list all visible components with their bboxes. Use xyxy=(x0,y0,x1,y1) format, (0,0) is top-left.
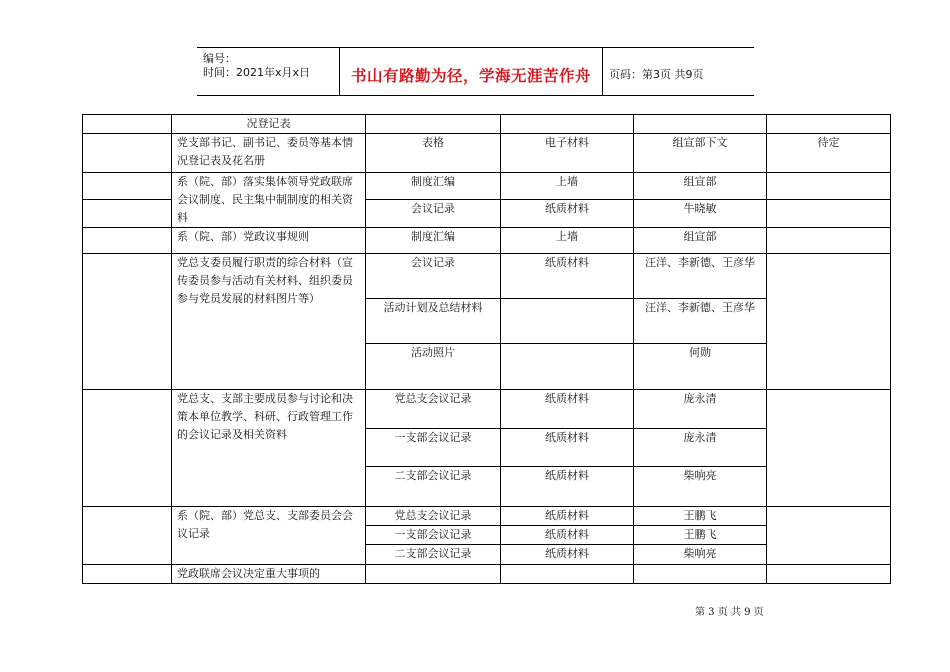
table-cell: 牛晓敏 xyxy=(634,200,767,228)
table-cell: 组宣部 xyxy=(634,228,767,254)
table-cell: 党支部书记、副书记、委员等基本情况登记表及花名册 xyxy=(172,134,366,173)
table-cell: 纸质材料 xyxy=(501,507,634,526)
table-row xyxy=(83,390,891,429)
table-cell: 纸质材料 xyxy=(501,429,634,467)
table-cell: 制度汇编 xyxy=(366,228,501,254)
table-cell xyxy=(634,565,767,584)
table-cell: 王鹏飞 xyxy=(634,507,767,526)
table-cell: 制度汇编 xyxy=(366,173,501,200)
table-cell xyxy=(501,299,634,344)
table-cell: 纸质材料 xyxy=(501,254,634,299)
table-cell: 党总支、支部主要成员参与讨论和决策本单位教学、科研、行政管理工作的会议记录及相关资料 xyxy=(172,390,366,507)
table-cell: 组宣部下文 xyxy=(634,134,767,173)
table-cell xyxy=(767,200,891,228)
table-cell xyxy=(83,173,172,200)
table-row xyxy=(83,254,891,299)
table-cell: 党总支会议记录 xyxy=(366,390,501,429)
header-page-code: 页码：第3页 共9页 xyxy=(609,68,704,81)
table-cell: 柴响亮 xyxy=(634,467,767,507)
table-cell xyxy=(83,507,172,565)
table-cell xyxy=(767,254,891,390)
header-meta xyxy=(203,52,310,80)
table-row xyxy=(83,134,891,173)
table-cell xyxy=(83,390,172,507)
table-cell xyxy=(767,390,891,507)
header-motto: 书山有路勤为径，学海无涯苦作舟 xyxy=(350,67,591,85)
table-cell: 庞永清 xyxy=(634,429,767,467)
table-cell xyxy=(767,173,891,200)
table-cell xyxy=(83,134,172,173)
table-cell: 纸质材料 xyxy=(501,390,634,429)
table-cell: 会议记录 xyxy=(366,254,501,299)
header-divider xyxy=(602,47,603,96)
table-cell xyxy=(767,228,891,254)
table-cell xyxy=(767,507,891,565)
table-cell: 上墙 xyxy=(501,228,634,254)
table-cell: 二支部会议记录 xyxy=(366,467,501,507)
table-cell: 电子材料 xyxy=(501,134,634,173)
table-cell xyxy=(366,565,501,584)
table-cell: 一支部会议记录 xyxy=(366,429,501,467)
table-row xyxy=(83,228,891,254)
table-cell: 党总支委员履行职责的综合材料（宣传委员参与活动有关材料、组织委员参与党员发展的材料图片等） xyxy=(172,254,366,390)
header-number: 编号： xyxy=(203,52,236,65)
table-cell xyxy=(83,200,172,228)
table-cell: 二支部会议记录 xyxy=(366,545,501,565)
table-cell xyxy=(501,115,634,134)
table-cell: 党政联席会议决定重大事项的 xyxy=(172,565,366,584)
table-cell xyxy=(634,115,767,134)
registry-table xyxy=(82,114,891,584)
page-footer: 第 3 页 共 9 页 xyxy=(695,607,764,618)
table-cell: 纸质材料 xyxy=(501,545,634,565)
table-cell: 柴响亮 xyxy=(634,545,767,565)
table-cell: 上墙 xyxy=(501,173,634,200)
table-cell: 表格 xyxy=(366,134,501,173)
table-cell: 庞永清 xyxy=(634,390,767,429)
table-cell: 活动照片 xyxy=(366,344,501,390)
table-cell: 纸质材料 xyxy=(501,200,634,228)
table-cell: 组宣部 xyxy=(634,173,767,200)
table-cell xyxy=(501,565,634,584)
table-cell xyxy=(83,565,172,584)
header-top-rule xyxy=(197,47,754,48)
table-cell: 汪洋、李新德、王彦华 xyxy=(634,254,767,299)
table-cell: 待定 xyxy=(767,134,891,173)
table-cell xyxy=(83,115,172,134)
table-cell xyxy=(83,228,172,254)
table-cell xyxy=(501,344,634,390)
table-cell xyxy=(767,115,891,134)
table-cell: 活动计划及总结材料 xyxy=(366,299,501,344)
page-header xyxy=(197,47,754,96)
table-cell: 系（院、部）党总支、支部委员会会议记录 xyxy=(172,507,366,565)
header-bottom-rule xyxy=(197,95,754,96)
table-cell: 系（院、部）落实集体领导党政联席会议制度、民主集中制制度的相关资料 xyxy=(172,173,366,228)
table-cell xyxy=(767,565,891,584)
table-cell: 一支部会议记录 xyxy=(366,526,501,545)
table-cell xyxy=(366,115,501,134)
table-cell: 何勋 xyxy=(634,344,767,390)
table-cell: 会议记录 xyxy=(366,200,501,228)
table-row xyxy=(83,507,891,526)
table-cell: 汪洋、李新德、王彦华 xyxy=(634,299,767,344)
table-row xyxy=(83,565,891,584)
table-cell: 况登记表 xyxy=(172,115,366,134)
table-row xyxy=(83,173,891,200)
header-time: 时间：2021年x月x日 xyxy=(203,66,311,79)
table-row xyxy=(83,115,891,134)
table-cell: 王鹏飞 xyxy=(634,526,767,545)
table-cell: 纸质材料 xyxy=(501,467,634,507)
table-cell: 党总支会议记录 xyxy=(366,507,501,526)
table-cell: 系（院、部）党政议事规则 xyxy=(172,228,366,254)
table-cell xyxy=(83,254,172,390)
table-cell: 纸质材料 xyxy=(501,526,634,545)
